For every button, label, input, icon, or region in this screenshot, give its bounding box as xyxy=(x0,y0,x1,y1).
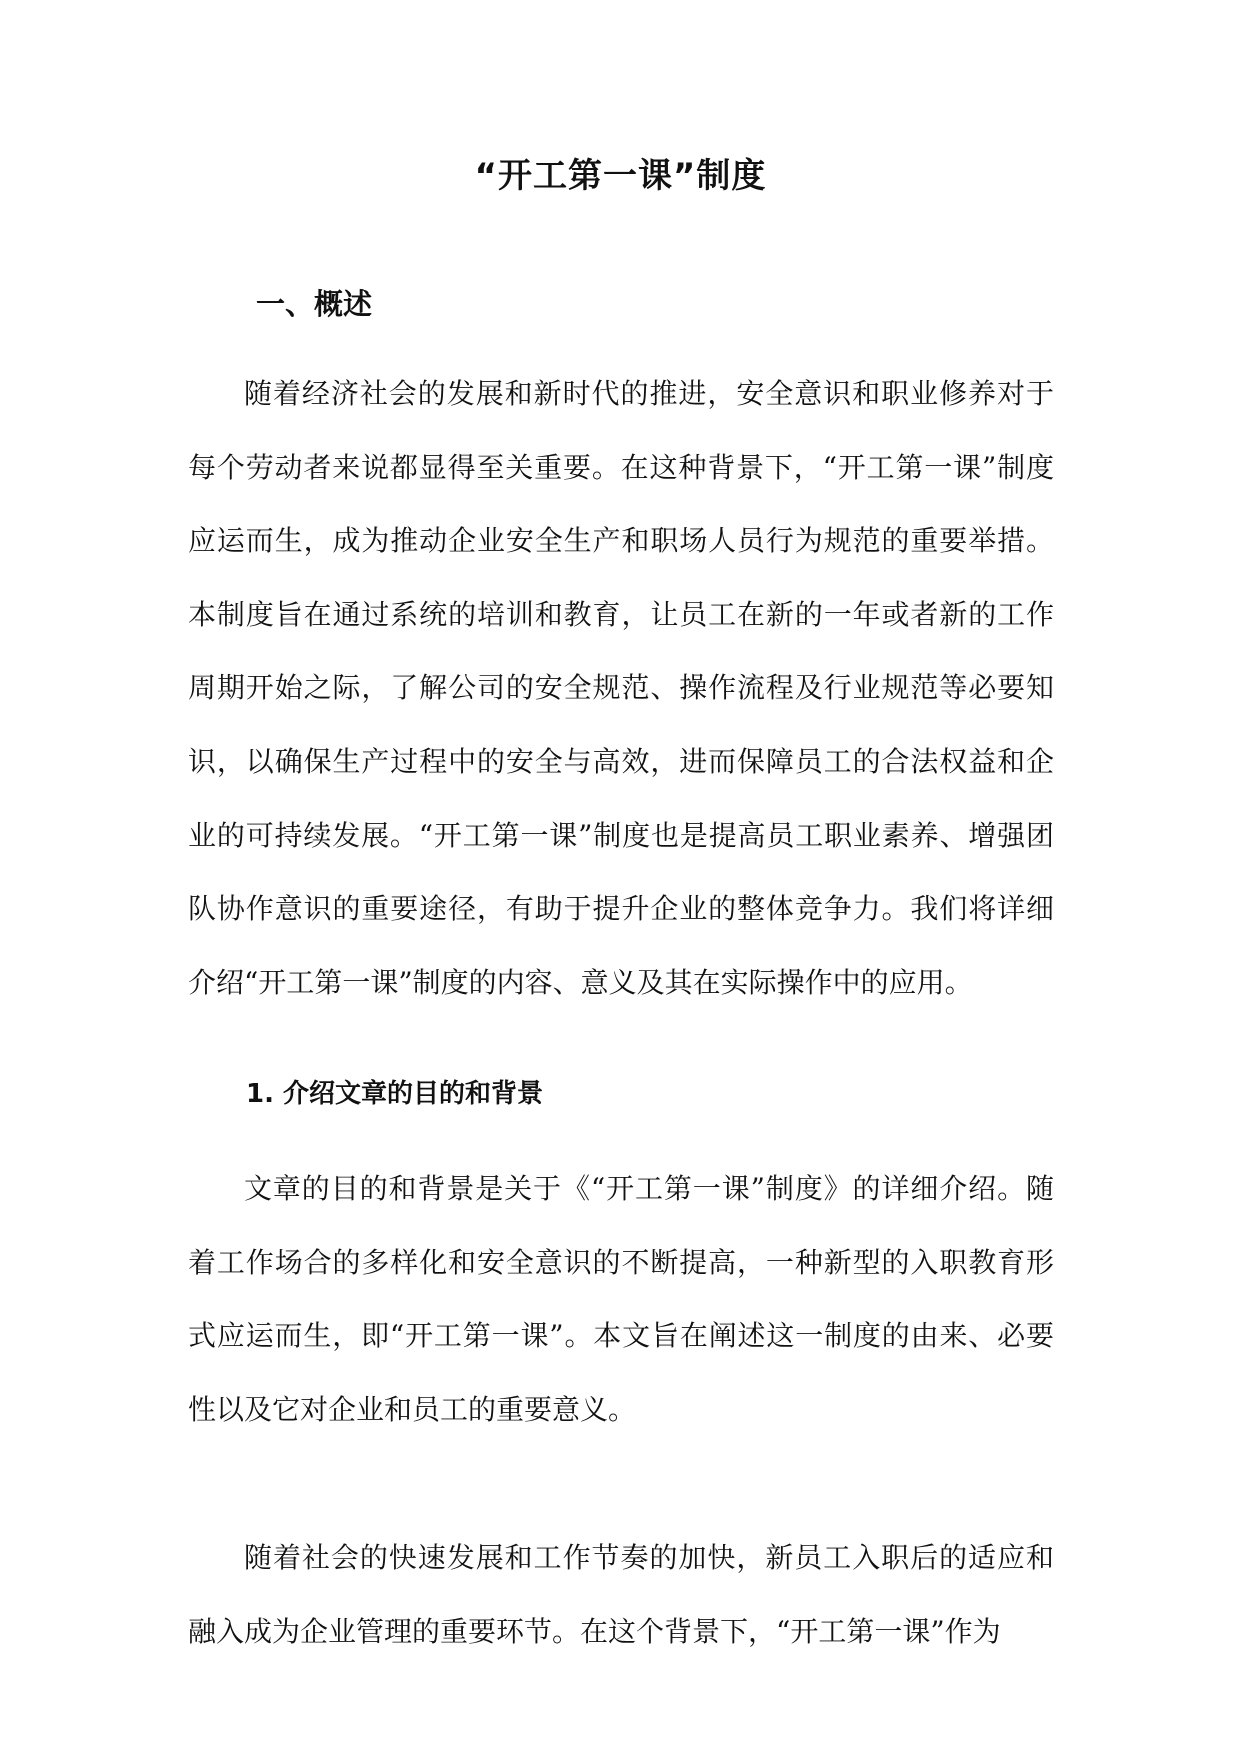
purpose-paragraph-2: 随着社会的快速发展和工作节奏的加快，新员工入职后的适应和融入成为企业管理的重要环节。在这个背景下，“开工第一课”作为 xyxy=(188,1541,1054,1648)
overview-paragraph: 随着经济社会的发展和新时代的推进，安全意识和职业修养对于每个劳动者来说都显得至关重要。在这种背景下，“开工第一课”制度应运而生，成为推动企业安全生产和职场人员行为规范的重要举措。本制度旨在通过系统的培训和教育，让员工在新的一年或者新的工作周期开始之际，了解公司的安全规范、操作流程及行业规范等必要知识，以确保生产过程中的安全与高效，进而保障员工的合法权益和企业的可持续发展。“开工第一课”制度也是提高员工职业素养、增强团队协作意识的重要途径，有助于提升企业的整体竞争力。我们将详细介绍“开工第一课”制度的内容、意义及其在实际操作中的应用。 xyxy=(188,377,1054,999)
section-heading-overview: 一、概述 xyxy=(256,287,373,321)
document-title: “开工第一课”制度 xyxy=(474,156,767,196)
subsection-heading-purpose: 1. 介绍文章的目的和背景 xyxy=(246,1079,544,1109)
purpose-paragraph-1: 文章的目的和背景是关于《“开工第一课”制度》的详细介绍。随着工作场合的多样化和安全意识的不断提高，一种新型的入职教育形式应运而生，即“开工第一课”。本文旨在阐述这一制度的由来、必要性以及它对企业和员工的重要意义。 xyxy=(188,1172,1054,1426)
